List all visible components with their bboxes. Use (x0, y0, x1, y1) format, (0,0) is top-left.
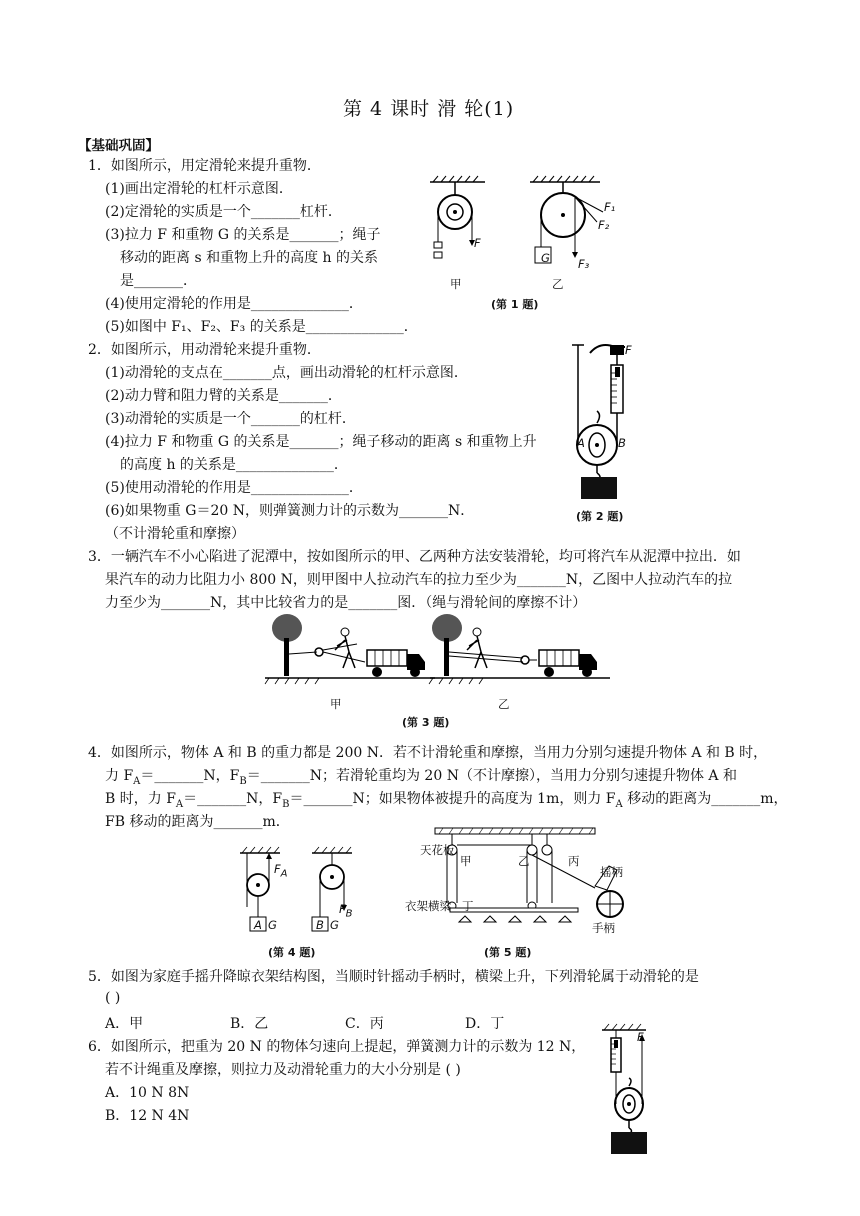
q5-option-d: D．丁 (465, 1016, 505, 1032)
q2-part4a: (4)拉力 F 和物重 G 的关系是_______；绳子移动的距离 s 和重物上升 (105, 434, 537, 450)
q1-part3a: (3)拉力 F 和重物 G 的关系是_______；绳子 (105, 227, 381, 243)
figure-2-caption: (第 2 题) (576, 510, 624, 523)
q3-line2: 果汽车的动力比阻力小 800 N，则甲图中人拉动汽车的拉力至少为_______N，乙图中人拉动汽车的拉 (105, 572, 733, 588)
q1-part4: (4)使用定滑轮的作用是______________． (105, 296, 363, 312)
q6-option-b: B．12 N 4N (105, 1108, 190, 1124)
fig5-label-bing: 丙 (568, 854, 580, 868)
q2-part1: (1)动滑轮的支点在_______点，画出动滑轮的杠杆示意图． (105, 365, 468, 381)
fig4-label-FA: $F_A$ (274, 862, 288, 880)
page-title: 第 4 课时 滑 轮(1) (343, 98, 515, 120)
fig5-label-beam: 衣架横梁 (405, 899, 451, 913)
q2-part2: (2)动力臂和阻力臂的关系是_______． (105, 388, 342, 404)
q5-option-c: C．丙 (345, 1016, 384, 1032)
figure-6-pulley-scale (600, 1024, 660, 1159)
q5-answer-blank: ( ) (105, 990, 121, 1006)
fig4-label-FB: $F_B$ (339, 902, 353, 920)
fig5-label-handle: 手柄 (592, 921, 615, 935)
q1-part5: (5)如图中 F₁、F₂、F₃ 的关系是______________． (105, 319, 418, 335)
fig2-label-B: B (618, 436, 626, 450)
figure-3-car-pull (265, 610, 615, 690)
q6-option-a: A．10 N 8N (105, 1085, 190, 1101)
section-heading: 【基础巩固】 (78, 138, 159, 154)
figure-4-caption: (第 4 题) (268, 946, 316, 959)
fig4-label-A: A (254, 918, 262, 932)
q4-line2: 力 $F_A=\_\_\_\_\_\_\_N$，$F_B=\_\_\_\_\_\_\_N$；若滑轮重均为 20 N（不计摩擦），当用力分别匀速提升物体 A 和 (105, 768, 737, 787)
q1-part2: (2)定滑轮的实质是一个_______杠杆． (105, 204, 342, 220)
fig5-label-crank: 摇柄 (600, 865, 623, 879)
q2-part5: (5)使用动滑轮的作用是______________． (105, 480, 363, 496)
fig1-label-F1: F₁ (604, 200, 616, 214)
q2-part6-note: （不计滑轮重和摩擦） (105, 526, 245, 542)
figure-5-caption: (第 5 题) (484, 946, 532, 959)
q4-line3: B 时，力 $F_A=\_\_\_\_\_\_\_N$，$F_B=\_\_\_\_\_\_\_N$；如果物体被提升的高度为 1m，则力 $F_A$ 移动的距离为_______m， (105, 791, 788, 810)
q3-line3: 力至少为_______N，其中比较省力的是_______图．（绳与滑轮间的摩擦不计） (105, 595, 587, 611)
q1-part3c: 是_______． (120, 273, 197, 289)
q2-stem: 2．如图所示，用动滑轮来提升重物． (88, 342, 321, 358)
q1-part1: (1)画出定滑轮的杠杆示意图． (105, 181, 293, 197)
q6-line2: 若不计绳重及摩擦，则拉力及动滑轮重力的大小分别是 ( ) (105, 1062, 461, 1078)
fig1-label-G: G (541, 251, 550, 265)
figure-2-movable-pulley (570, 335, 650, 505)
fig1-label-F2: F₂ (598, 218, 610, 232)
q5-option-a: A．甲 (105, 1016, 144, 1032)
q2-part6: (6)如果物重 G＝20 N，则弹簧测力计的示数为_______N． (105, 503, 475, 519)
fig1-label-yi: 乙 (552, 277, 564, 291)
q1-part3b: 移动的距离 s 和重物上升的高度 h 的关系 (120, 250, 379, 266)
fig2-label-A: A (577, 436, 585, 450)
fig2-label-F: F (625, 343, 632, 357)
fig6-label-F: F (637, 1030, 644, 1044)
fig3-label-yi: 乙 (498, 697, 510, 711)
fig1-label-F: F (474, 236, 481, 250)
q4-line4: FB 移动的距离为_______m． (105, 814, 290, 830)
fig5-label-ding: 丁 (462, 899, 474, 913)
fig1-label-jia: 甲 (450, 277, 462, 291)
fig5-label-jia: 甲 (460, 854, 472, 868)
fig4-label-G-a: G (268, 918, 277, 932)
fig4-label-G-b: G (330, 918, 339, 932)
q2-part4b: 的高度 h 的关系是______________． (120, 457, 348, 473)
q1-stem: 1．如图所示，用定滑轮来提升重物． (88, 158, 321, 174)
q6-line1: 6．如图所示，把重为 20 N 的物体匀速向上提起，弹簧测力计的示数为 12 N， (88, 1039, 586, 1055)
fig3-label-jia: 甲 (330, 697, 342, 711)
figure-3-caption: (第 3 题) (402, 716, 450, 729)
q4-line1: 4．如图所示，物体 A 和 B 的重力都是 200 N．若不计滑轮重和摩擦，当用力分别匀速提升物体 A 和 B 时， (88, 745, 768, 761)
q5-option-b: B．乙 (230, 1016, 269, 1032)
q2-part3: (3)动滑轮的实质是一个_______的杠杆． (105, 411, 356, 427)
fig5-label-ceiling: 天花板 (420, 843, 455, 857)
figure-4-pulleys (232, 845, 362, 940)
fig5-label-yi: 乙 (518, 854, 530, 868)
fig1-label-F3: F₃ (578, 257, 590, 271)
fig4-label-B: B (316, 918, 324, 932)
q3-line1: 3．一辆汽车不小心陷进了泥潭中，按如图所示的甲、乙两种方法安装滑轮，均可将汽车从泥潭中拉出．如 (88, 549, 741, 565)
figure-1-caption: (第 1 题) (491, 298, 539, 311)
q5-line1: 5．如图为家庭手摇升降晾衣架结构图，当顺时针摇动手柄时，横梁上升，下列滑轮属于动滑轮的是 (88, 969, 699, 985)
